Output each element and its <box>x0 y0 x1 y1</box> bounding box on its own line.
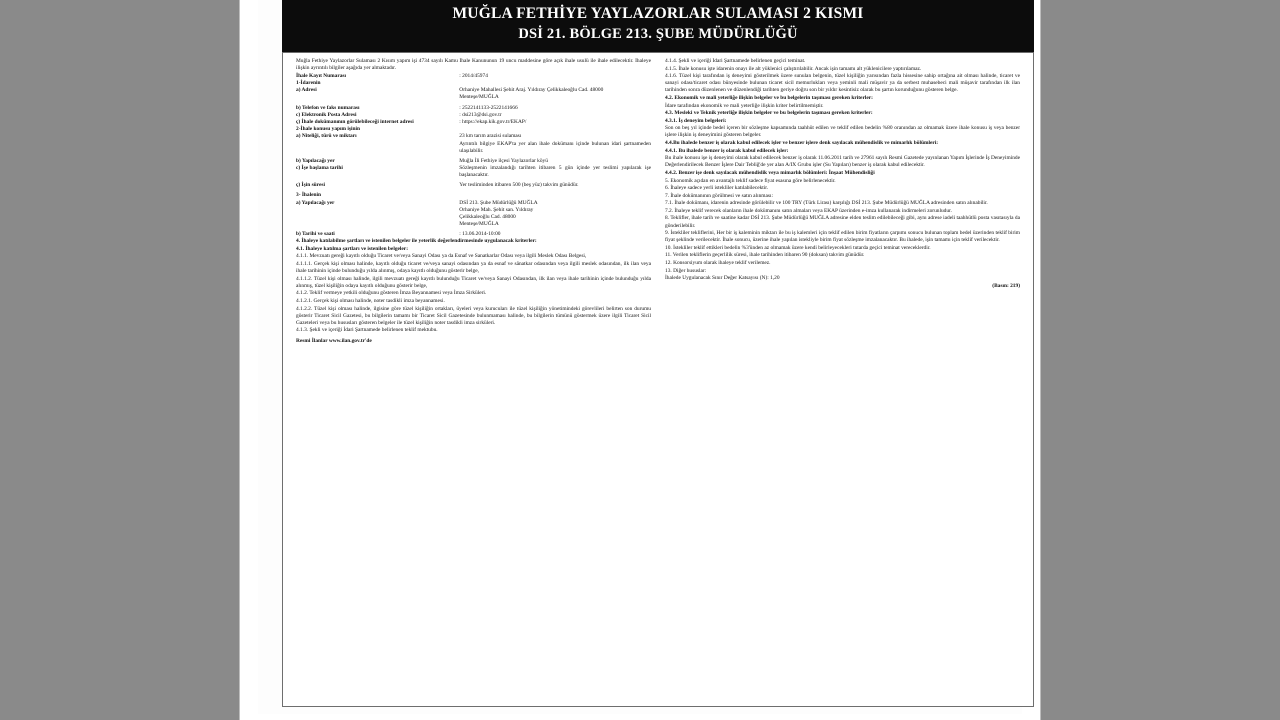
paper-inner <box>258 0 1022 714</box>
clause: Bu ihale konusu işe iş deneyimi olarak kabul edilecek benzer iş olarak 11.06.2011 tarih ve 27961 sayılı Resmi Gazetede yayınlanan Yapım İşlerinde İş Deneyiminde Değerlendirilecek Benzer İşlere Dair Tebliğ'de yer alan A/IX Grubu işler (Su Yapıları) benzer iş olarak kabul edilecektir. <box>665 155 1020 169</box>
idare-row-value: : 2522141133-2522141666 <box>459 104 518 111</box>
clause: 11. Verilen tekliflerin geçerlilik süresi, ihale tarihinden itibaren 90 (doksan) takvim günüdür. <box>665 252 865 259</box>
clause: 4.3.1. İş deneyim belgeleri: <box>665 117 727 124</box>
clause: 7.1. İhale dokümanı, idarenin adresinde görülebilir ve 100 TRY (Türk Lirası) karşılığı DSİ 213. Şube Müdürlüğü MUĞLA adresinden satın alınabilir. <box>665 200 988 207</box>
clause: 4.2. Ekonomik ve mali yeterliğe ilişkin belgeler ve bu belgelerin taşıması gereken kriterler: <box>665 94 873 101</box>
intro-paragraph: Muğla Fethiye Yaylazorlar Sulaması 2 Kısım yapım işi 4734 sayılı Kamu İhale Kanununun 19 uncu maddesine göre açık ihale usulü ile ihale edilecektir. İhaleye ilişkin ayrıntılı bilgiler aşağıda yer almaktadır. <box>296 58 651 72</box>
document-body-frame <box>282 52 1034 707</box>
section-1-heading: 1-İdarenin <box>296 79 321 86</box>
clause: 4.4.Bu ihalede benzer iş olarak kabul edilecek işler ve benzer işlere denk sayılacak mühendislik ve mimarlık bölümleri: <box>665 140 939 147</box>
document-columns <box>283 53 1033 706</box>
isin-row <box>296 182 651 189</box>
isin-row <box>296 133 651 140</box>
clause: 7. İhale dokümanının görülmesi ve satın alınması: <box>665 192 773 199</box>
clause: Son on beş yıl içinde bedel içeren bir sözleşme kapsamında taahhüt edilen ve teklif edilen bedelin %80 oranından az olmamak üzere ihale konusu iş veya benzer işlere ilişkin iş deneyimini gösteren belgeler. <box>665 125 1020 139</box>
desktop-background-right <box>1040 0 1280 720</box>
idare-row-label: ç) İhale dokümanının görülebileceği internet adresi <box>296 118 414 125</box>
clause: 5. Ekonomik açıdan en avantajlı teklif sadece fiyat esasına göre belirlenecektir. <box>665 177 836 184</box>
clause: 4.1.1.2. Tüzel kişi olması halinde, ilgili mevzuatı gereği kayıtlı bulunduğu Ticaret ve/veya Sanayi Odasından, ilk ilan veya ihale tarihinin içinde bulunduğu yılda alınmış, tüzel kişiliğin odaya kayıtlı olduğunu gösterir belge, <box>296 275 651 289</box>
idare-row-value: : dsi213@dsi.gov.tr <box>459 111 502 118</box>
clause: 9. İstekliler tekliflerini, Her bir iş kaleminin miktarı ile bu iş kalemleri için teklif edilen birim fiyatların çarpımı sonucu bulunan toplam bedel üzerinden teklif birim fiyat şeklinde verilecektir. İhale sonucu, üzerine ihale yapılan istekliyle birim fiyat sözleşme imzalanacaktır. Bu ihalede, işin tamamı için teklif verilecektir. <box>665 230 1020 244</box>
clause: 4.1.4. Şekli ve içeriği İdari Şartnamede belirlenen geçici teminat. <box>665 58 806 64</box>
clause: 4.4.1. Bu ihalede benzer iş olarak kabul edilecek işler: <box>665 147 789 154</box>
isin-row <box>296 165 651 179</box>
ihale-kayit-value: : 2014/45974 <box>459 72 488 79</box>
clause: 4.1.2. Teklif vermeye yetkili olduğunu gösteren İmza Beyannamesi veya İmza Sirküleri. <box>296 290 487 297</box>
isin-row <box>296 141 651 155</box>
ihale-row <box>296 207 651 214</box>
ihale-kayit-label: İhale Kayıt Numarası <box>296 72 347 79</box>
ihale-kayit-row <box>296 73 651 80</box>
clause: 4.1. İhaleye katılma şartları ve istenilen belgeler: <box>296 245 408 252</box>
clause: 12. Konsorsiyum olarak ihaleye teklif verilemez. <box>665 260 771 267</box>
document-title-line2: DSİ 21. BÖLGE 213. ŞUBE MÜDÜRLÜĞÜ <box>518 26 798 42</box>
isin-row-label: c) İşe başlama tarihi <box>296 164 343 171</box>
ihale-row <box>296 200 651 207</box>
ihale-row <box>296 221 651 228</box>
isin-row-label: b) Yapılacağı yer <box>296 157 335 164</box>
section-3-heading: 3- İhalenin <box>296 192 322 199</box>
clause: İdare tarafından ekonomik ve mali yeterliğe ilişkin kriter belirtilmemiştir. <box>665 102 824 109</box>
section-4-heading: 4. İhaleye katılabilme şartları ve istenilen belgeler ile yeterlik değerlendirmesinde uygulanacak kriterler: <box>296 238 537 245</box>
left-column <box>289 58 658 702</box>
section-2-heading: 2-İhale konusu yapım işinin <box>296 125 360 132</box>
ihale-row-value: : 13.06.2014-10:00 <box>459 231 501 238</box>
clause: İhalede Uygulanacak Sınır Değer Katsayısı (N): 1,20 <box>665 275 780 282</box>
ihale-row-value: Orhaniye Mah. Şehit san. Yıldıray <box>459 206 534 213</box>
ihale-row <box>296 214 651 221</box>
clause: 4.1.3. Şekli ve içeriği İdari Şartnamede belirlenen teklif mektubu. <box>296 327 438 334</box>
isin-row-value: 23 km tarım arazisi sulaması <box>459 133 522 140</box>
idare-row-value: Menteşe/MUĞLA <box>459 94 499 101</box>
clause: 4.1.5. İhale konusu işte idarenin onayı ile alt yüklenici çalıştırılabilir. Ancak işin tamamı alt yüklenicilere yaptırılamaz. <box>665 65 922 72</box>
isin-row-label: ç) İşin süresi <box>296 182 325 188</box>
clause: 4.4.2. Benzer işe denk sayılacak mühendislik veya mimarlık bölümleri: İnşaat Mühendisliği <box>665 169 875 176</box>
desktop-background-left <box>0 0 240 720</box>
idare-row-label: b) Telefon ve faks numarası <box>296 104 360 111</box>
right-column <box>658 58 1027 702</box>
document-page <box>240 0 1040 720</box>
clause: 4.3. Mesleki ve Teknik yeterliğe ilişkin belgeler ve bu belgelerin taşıması gereken kriterler: <box>665 110 873 117</box>
isin-row-value: Muğla İli Fethiye ilçesi Yaylazorlar köyü <box>459 157 548 164</box>
idare-row-label: c) Elektronik Posta Adresi <box>296 111 357 118</box>
ihale-row-label: b) Tarihi ve saati <box>296 231 335 238</box>
clause: 4.1.1. Mevzuatı gereği kayıtlı olduğu Ticaret ve/veya Sanayi Odası ya da Esnaf ve Sanatkarlar Odası veya ilgili Meslek Odası Belgesi, <box>296 253 587 260</box>
idare-row-label: a) Adresi <box>296 87 317 94</box>
document-title-line1: MUĞLA FETHİYE YAYLAZORLAR SULAMASI 2 KISMI <box>452 5 864 22</box>
isin-row-value: Yer tesliminden itibaren 500 (beş yüz) takvim günüdür. <box>459 182 579 188</box>
footer-left-note: Resmi İlanlar www.ilan.gov.tr'de <box>296 338 372 345</box>
ihale-row-value: Çelikkaleoğlu Cad. 48000 <box>459 213 516 220</box>
clause: 6. İhaleye sadece yerli istekliler katılabilecektir. <box>665 185 769 192</box>
footer-right-note: (Basın: 219) <box>992 282 1020 289</box>
isin-row-value: Ayrıntılı bilgiye EKAP'ta yer alan ihale dokümanı içinde bulunan idari şartnameden ulaşılabilir. <box>459 140 651 154</box>
clause: 4.1.1.1. Gerçek kişi olması halinde, kayıtlı olduğu ticaret ve/veya sanayi odasından ya da esnaf ve sânatkar odasından veya ilgili meslek odasından, ilk ilan veya ihale tarihinin içinde bulunduğu yılda alınmış, odaya kayıtlı olduğunu gösterir belge, <box>296 260 651 275</box>
clause: 13. Diğer hususlar: <box>665 267 707 274</box>
clause: 10. İstekliler teklif ettikleri bedelin %3'ünden az olmamak üzere kendi belirleyecekleri tutarda geçici teminat vereceklerdir. <box>665 244 931 251</box>
idare-row <box>296 119 651 126</box>
idare-row-value: : https://ekap.kik.gov.tr/EKAP/ <box>459 118 527 125</box>
idare-row <box>296 105 651 112</box>
document-header-band <box>282 0 1034 52</box>
clause: 8. Teklifler, ihale tarih ve saatine kadar DSİ 213. Şube Müdürlüğü MUĞLA adresine elden teslim edilebileceği gibi, aynı adrese iadeli taahhütlü posta vasıtasıyla da gönderilebilir. <box>665 215 1020 229</box>
clause: 4.1.2.1. Gerçek kişi olması halinde, noter tasdikli imza beyannamesi. <box>296 297 445 304</box>
ihale-row-label: a) Yapılacağı yer <box>296 199 335 206</box>
isin-row-value: Sözleşmenin imzalandığı tarihten itibaren 5 gün içinde yer teslimi yapılarak işe başlanacaktır. <box>459 164 651 178</box>
isin-row <box>296 158 651 165</box>
ihale-row-value: DSİ 213. Şube Müdürlüğü MUĞLA <box>459 199 538 206</box>
clause: 7.2. İhaleye teklif verecek olanların ihale dokümanını satın almaları veya EKAP üzerinden e-imza kullanarak indirmeleri zorunludur. <box>665 207 952 214</box>
idare-row <box>296 112 651 119</box>
idare-row <box>296 94 651 101</box>
clause: 4.1.6. Tüzel kişi tarafından iş deneyimi gösterilmek üzere sunulan belgenin, tüzel kişiliğin yarısından fazla hissesine sahip ortağına ait olması halinde, ticaret ve sanayi odası/ticaret odası bünyesinde bulunan ticaret sicil memurlukları veya yeminli mali müşavir ya da serbest muhasebeci mali müşavir tarafından ilk ilan tarihinden sonra düzenlenen ve düzenlendiği tarihten geriye doğru son bir yıldır kesintisiz olarak bu şartın korunduğunu gösteren belge. <box>665 73 1020 94</box>
idare-row-value: Orhaniye Mahallesi Şehit Araj. Yıldıray Çelikkaleoğlu Cad. 48000 <box>459 87 604 94</box>
ihale-row-value: Menteşe/MUĞLA <box>459 220 499 227</box>
clause: 4.1.2.2. Tüzel kişi olması halinde, ilgisine göre tüzel kişiliğin ortakları, üyeleri veya kurucuları ile tüzel kişiliğin yönetimindeki görevlileri belirten son durumu gösterir Ticaret Sicil Gazetesi, bu bilgilerin tamamı bir Ticaret Sicil Gazetesinde bulunmaması halinde, bu bilgilerin tümünü göstermek üzere ilgili Ticaret Sicil Gazeteleri veya bu hususları gösteren belgeler ile tüzel kişiliğin noter tasdikli imza sirküleri. <box>296 305 651 326</box>
isin-row-label: a) Niteliği, türü ve miktarı <box>296 133 357 140</box>
